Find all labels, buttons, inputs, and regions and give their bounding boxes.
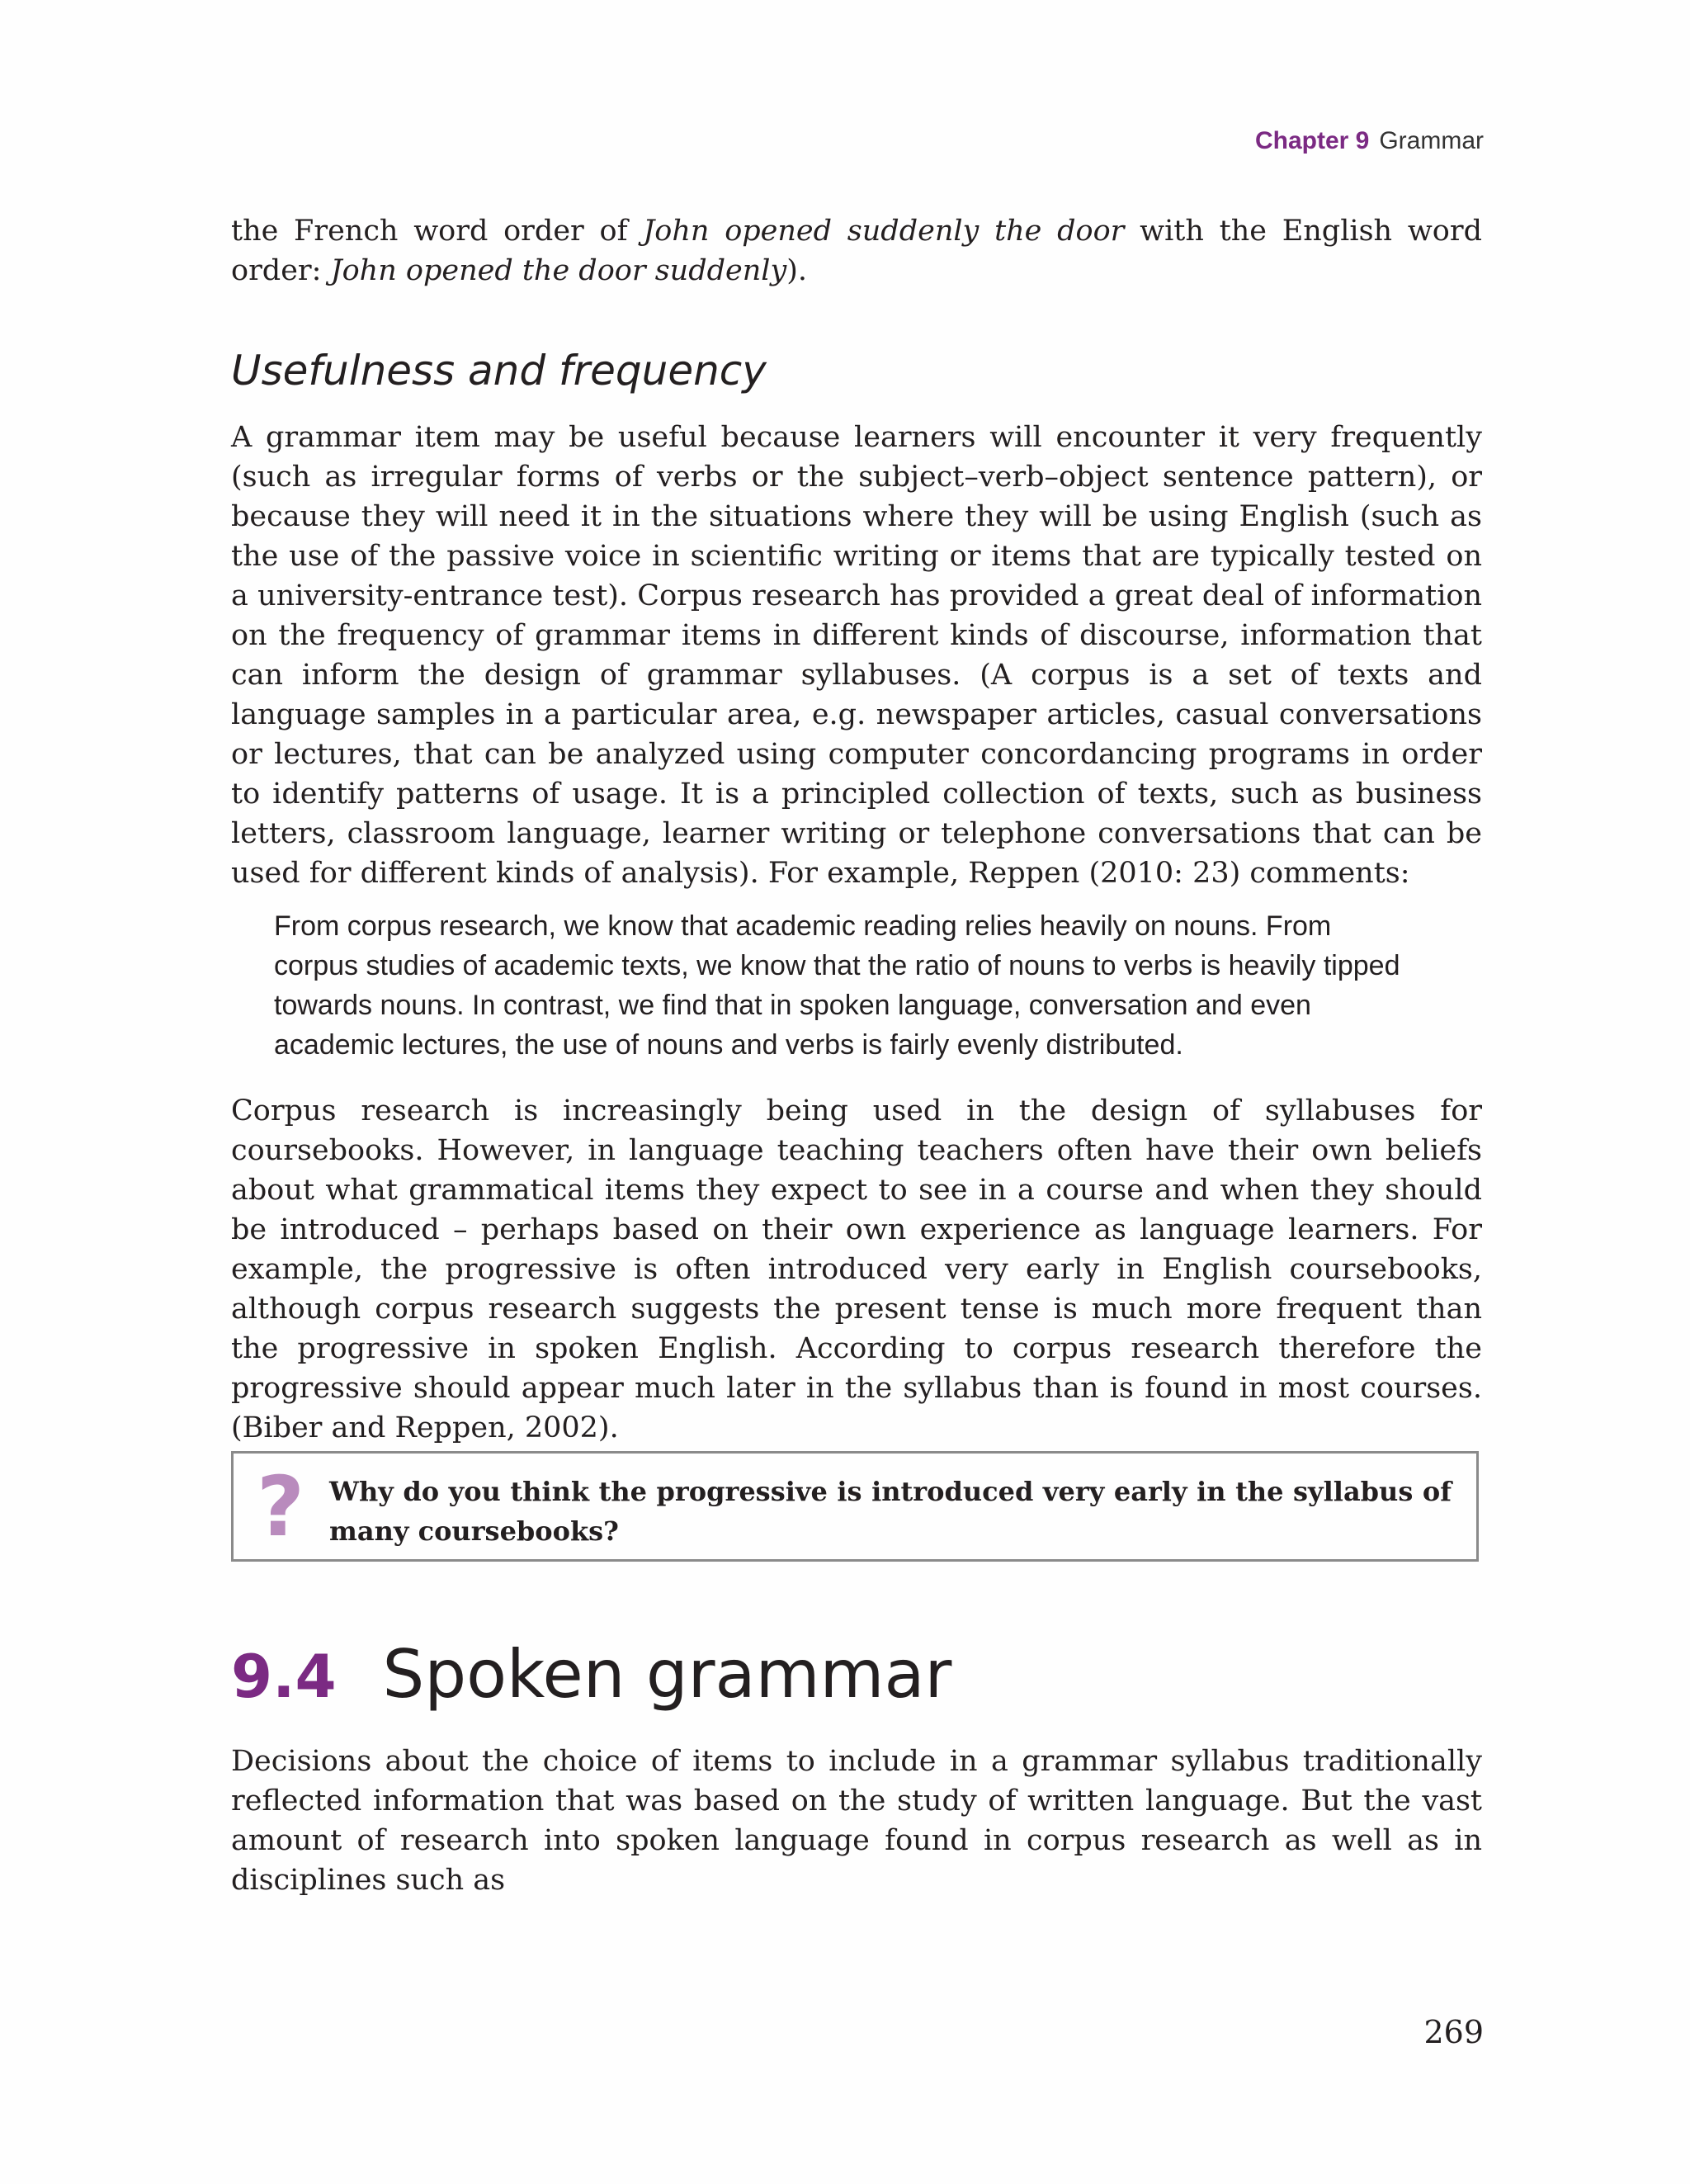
- intro-example-1: John opened suddenly the door: [643, 215, 1125, 248]
- chapter-title: Grammar: [1379, 127, 1484, 154]
- block-quote: From corpus research, we know that academic reading relies heavily on nouns. From corpus studies of academic texts, we know that the ratio of nouns to verbs is heavily tipped towards nouns. In contrast, we find that in spoken language, conversation and even academic lectures, the use of nouns and verbs is fairly evenly distributed.: [274, 910, 1400, 1061]
- question-text: Why do you think the progressive is introduced very early in the syllabus of many coursebooks?: [329, 1476, 1452, 1547]
- chapter-label: Chapter 9: [1254, 127, 1370, 154]
- subheading: Usefulness and frequency: [231, 347, 767, 395]
- intro-paragraph: [231, 211, 1482, 291]
- intro-example-2: John opened the door suddenly: [330, 254, 787, 287]
- paragraph-3: Decisions about the choice of items to include in a grammar syllabus traditionally reflected information that was based on the study of written language. But the vast amount of research into spoken language found in corpus research as well as in disciplines such as: [231, 1745, 1482, 1897]
- section-title: Spoken grammar: [382, 1636, 952, 1713]
- paragraph-1: A grammar item may be useful because learners will encounter it very frequently (such as irregular forms of verbs or the subject–verb–object sentence pattern), or because they will need it in the situations where they will be using English (such as the use of the passive voice in scientific writing or items that are typically tested on a university-entrance test). Corpus research has provided a great deal of information on the frequency of grammar items in different kinds of discourse, information that can inform the design of grammar syllabuses. (A corpus is a set of texts and language samples in a particular area, e.g. newspaper articles, casual conversations or lectures, that can be analyzed using computer concordancing programs in order to identify patterns of usage. It is a principled collection of texts, such as business letters, classroom language, learner writing or telephone conversations that can be used for different kinds of analysis). For example, Reppen (2010: 23) comments:: [231, 421, 1482, 890]
- section-heading: [231, 1629, 951, 1733]
- intro-text-1: the French word order of: [231, 215, 644, 248]
- running-head: [1255, 127, 1484, 155]
- intro-text-2: with the English word order:: [231, 215, 1482, 287]
- page-number: 269: [1423, 2014, 1484, 2050]
- section-number: 9.4: [231, 1642, 337, 1711]
- question-mark-icon: ?: [257, 1458, 305, 1555]
- question-box: [231, 1451, 1479, 1562]
- paragraph-2: Corpus research is increasingly being used in the design of syllabuses for coursebooks. However, in language teaching teachers often have their own beliefs about what grammatical items they expect to see in a course and when they should be introduced – perhaps based on their own experience as language learners. For example, the progressive is often introduced very early in English coursebooks, although corpus research suggests the present tense is much more frequent than the progressive in spoken English. According to corpus research therefore the progressive should appear much later in the syllabus than is found in most courses.(Biber and Reppen, 2002).: [231, 1094, 1482, 1444]
- intro-text-3: ).: [786, 254, 808, 287]
